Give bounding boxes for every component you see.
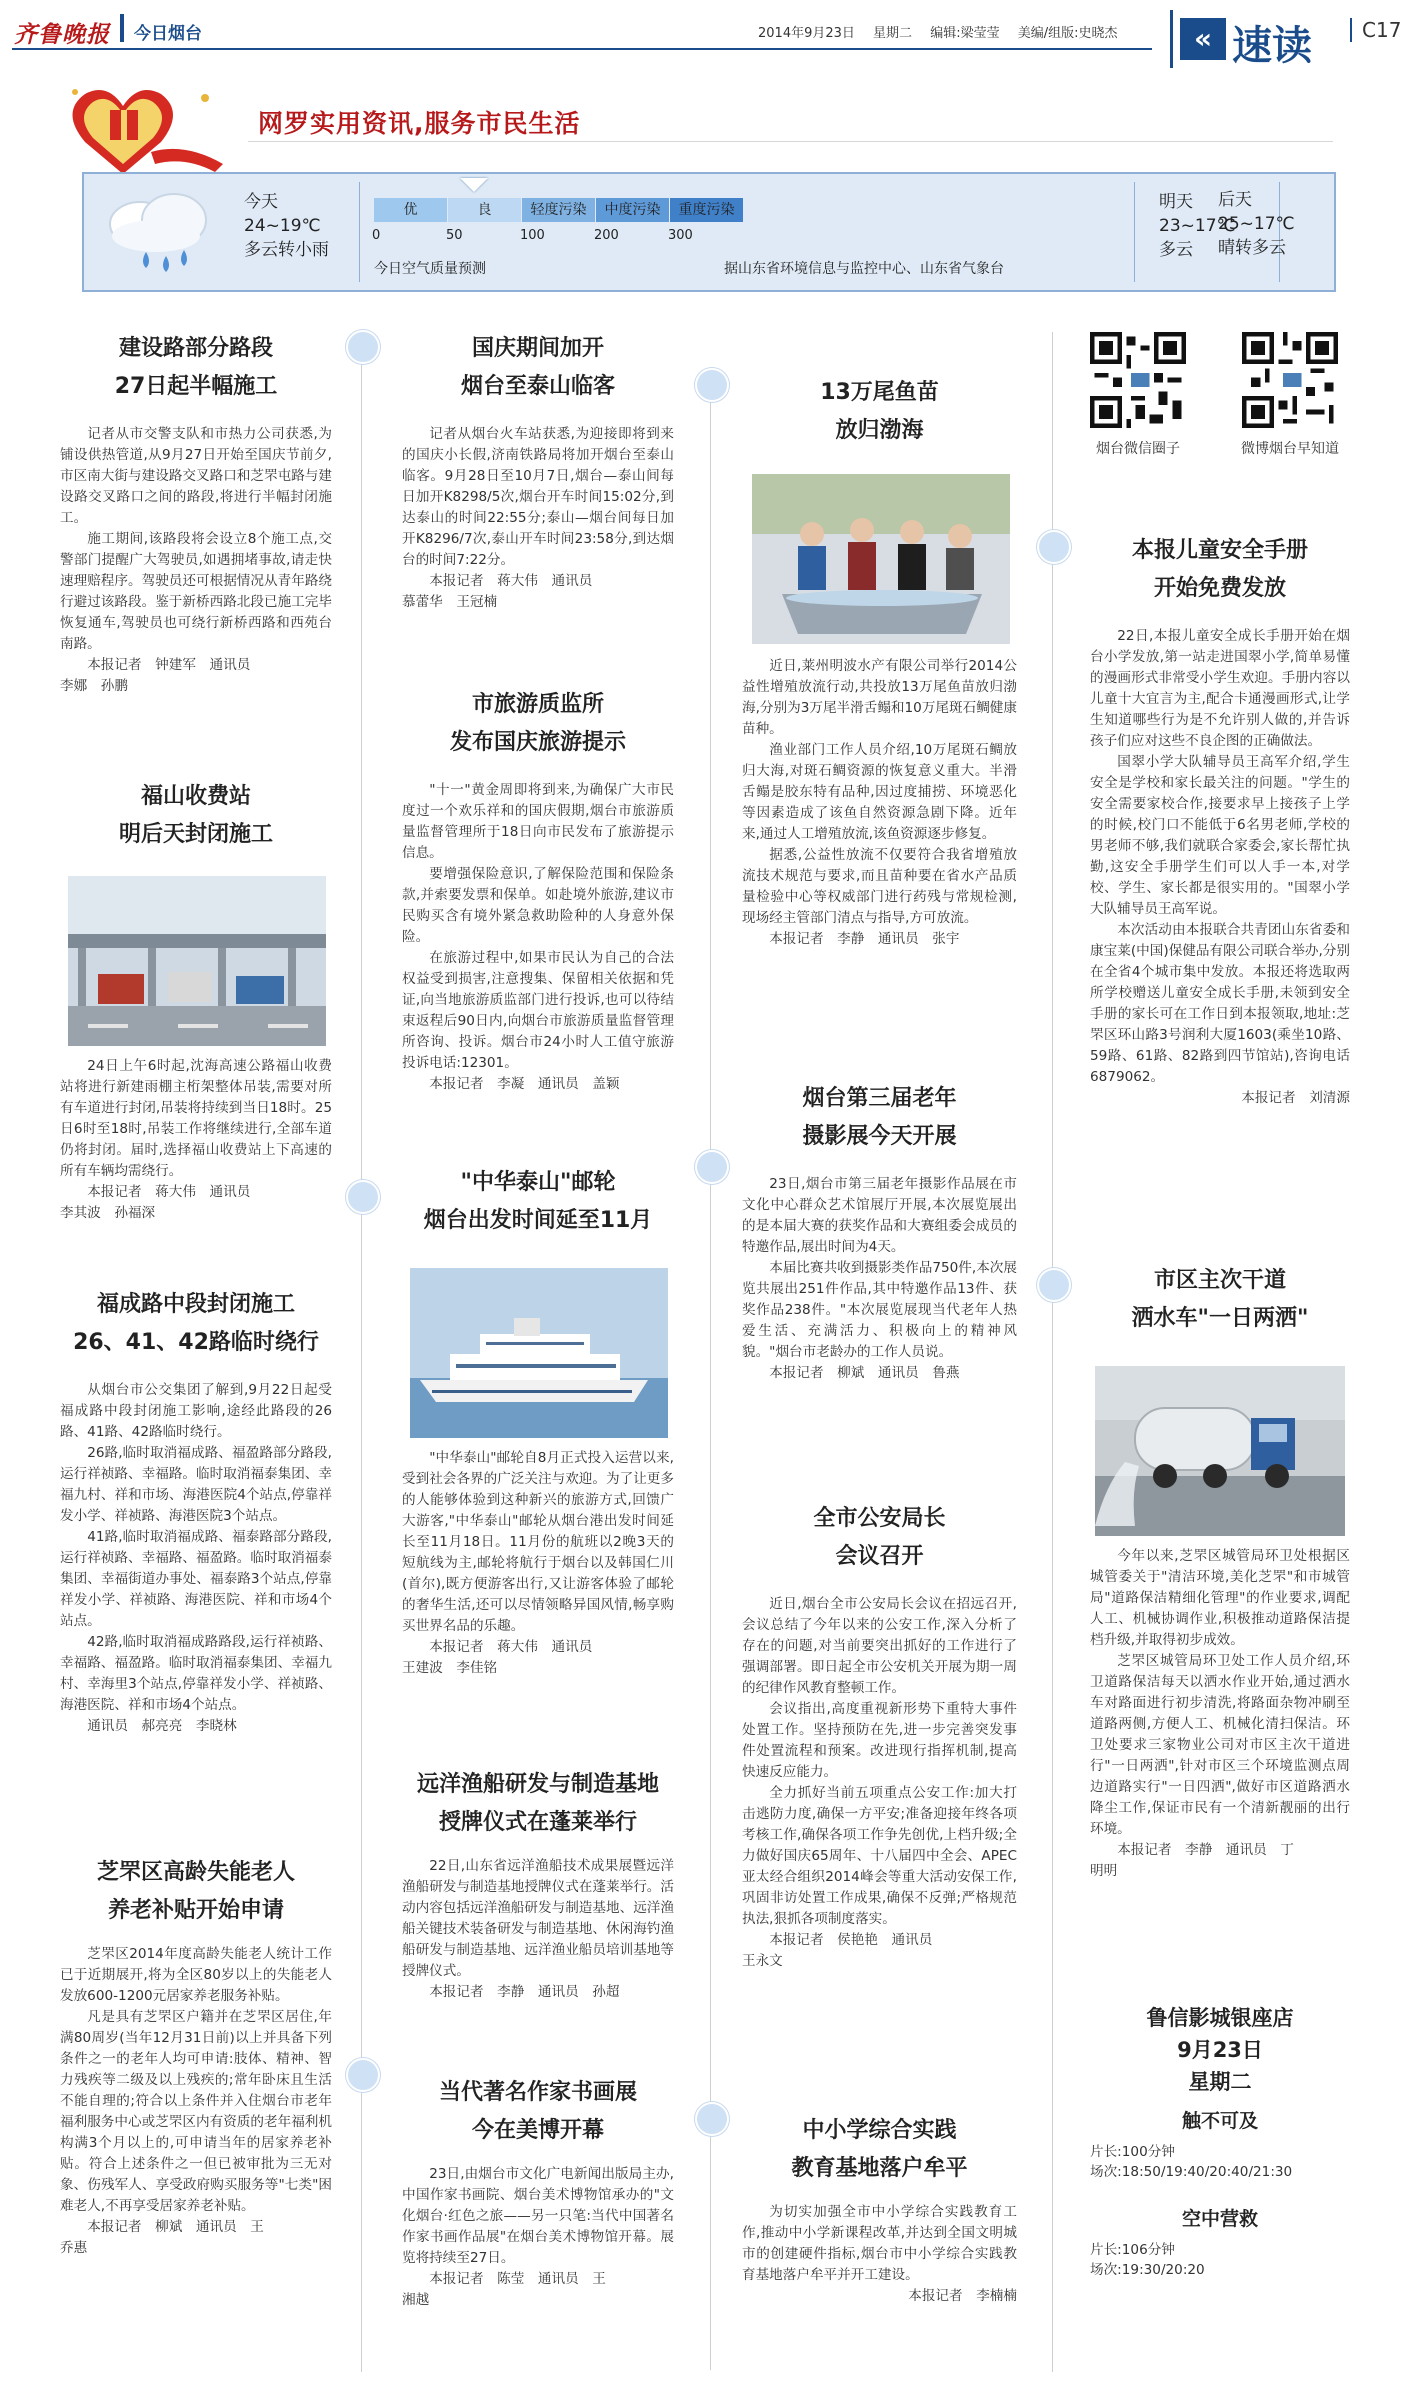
headline: 全市公安局长 — [813, 1506, 946, 1531]
aqi-level-segment: 重度污染 — [670, 198, 743, 222]
aqi-forecast — [374, 174, 1124, 290]
article-holiday-train — [402, 330, 674, 613]
tomorrow-label: 明天 — [1159, 192, 1193, 212]
article-paragraph: 会议指出,高度重视新形势下重特大事件处置工作。坚持预防在先,进一步完善突发事件处置流程和预案。改进现行指挥机制,提高快速反应能力。 — [742, 1701, 1017, 1780]
cinema-date: 9月23日 — [1177, 2038, 1263, 2062]
byline: 慕蕾华 王冠楠 — [402, 594, 498, 610]
header-rule — [12, 48, 1152, 50]
article-paragraph: 26路,临时取消福成路、福盈路部分路段,运行祥祯路、幸福路。临时取消福泰集团、幸福九村、祥和市场、海港医院4个站点,停靠祥发小学、祥祯路、海港医院3个站点。 — [60, 1445, 332, 1524]
headline: 放归渤海 — [835, 418, 924, 443]
byline: 乔惠 — [60, 2240, 88, 2256]
article-photo-exhibition — [742, 1080, 1017, 1384]
article-paragraph: 芝罘区城管局环卫处工作人员介绍,环卫道路保洁每天以洒水作业开始,通过洒水车对路面进行初步清洗,将路面杂物冲刷至道路两侧,方便人工、机械化清扫保洁。环卫处要求三家物业公司对市区主次干道进行"一日两洒",针对市区三个环境监测点周边道路实行"一日四洒",做好市区道路洒水降尘工作,保证市民有一个清新靓丽的出行环境。 — [1090, 1653, 1350, 1837]
article-writer-exhibition — [402, 2074, 674, 2311]
article-paragraph: 42路,临时取消福成路路段,运行祥祯路、幸福路、福盈路。临时取消福泰集团、幸福九村、幸海里3个站点,停靠祥发小学、祥祯路、海港医院、祥和市场4个站点。 — [60, 1634, 332, 1713]
cinema-name: 鲁信影城银座店 — [1146, 2006, 1294, 2030]
headline: 当代著名作家书画展 — [438, 2080, 637, 2105]
headline: 福山收费站 — [140, 784, 251, 809]
article-paragraph: 本次活动由本报联合共青团山东省委和康宝莱(中国)保健品有限公司联合举办,分别在全省4个城市集中发放。本报还将选取两所学校赠送儿童安全成长手册,未领到安全手册的家长可在工作日到本报领取,地址:芝罘区环山路3号润利大厦1603(乘坐10路、59路、61路、82路到四节馆站),咨询电话6879062。 — [1090, 922, 1350, 1085]
article-fushan-toll-body — [60, 1056, 332, 1224]
column-dot — [1037, 1268, 1071, 1302]
article-road-construction — [60, 330, 332, 697]
article-paragraph: 41路,临时取消福成路、福泰路部分路段,运行祥祯路、幸福路、福盈路。临时取消福泰集团、幸福街道办事处、福泰路3个站点,停靠祥发小学、祥祯路、海港医院、祥和市场4个站点。 — [60, 1529, 332, 1629]
headline: 27日起半幅施工 — [114, 374, 278, 399]
headline: 明后天封闭施工 — [118, 822, 273, 847]
headline: 13万尾鱼苗 — [820, 380, 939, 405]
after-temp: 25~17℃ — [1218, 214, 1295, 234]
byline: 本报记者 柳斌 通讯员 王 — [87, 2219, 264, 2235]
article-paragraph: 在旅游过程中,如果市民认为自己的合法权益受到损害,注意搜集、保留相关依据和凭证,向当地旅游质监部门进行投诉,也可以待结束返程后90日内,向烟台市旅游质量监督管理所咨询、投诉。烟台市24小时人工值守旅游投诉电话:12301。 — [402, 950, 674, 1071]
article-paragraph: 国翠小学大队辅导员王高军介绍,学生安全是学校和家长最关注的问题。"学生的安全需要家校合作,接要求早上接孩子上学的时候,校门口不能低于6名男老师,学校的男老师不够,我们就联合家委会,家长帮忙执勤,这安全手册学生们可以人手一本,对学校、学生、家长都是很实用的。"国翠小学大队辅导员王高军说。 — [1090, 754, 1350, 917]
headline: 建设路部分路段 — [118, 336, 273, 361]
byline: 本报记者 钟建军 通讯员 — [87, 657, 251, 673]
weather-after — [1218, 188, 1328, 260]
column-dot — [695, 368, 729, 402]
headline: 烟台第三届老年 — [802, 1086, 957, 1111]
byline: 王建波 李佳铭 — [402, 1660, 498, 1676]
section-slogan: 网罗实用资讯,服务市民生活 — [258, 109, 581, 138]
headline: 摄影展今天开展 — [802, 1124, 957, 1149]
movie-showtimes: 场次:18:50/19:40/20:40/21:30 — [1090, 2164, 1293, 2180]
byline: 本报记者 李楠楠 — [908, 2288, 1017, 2304]
qr-caption: 微博烟台早知道 — [1241, 441, 1339, 457]
article-paragraph: "十一"黄金周即将到来,为确保广大市民度过一个欢乐祥和的国庆假期,烟台市旅游质量监督管理所于18日向市民发布了旅游提示信息。 — [402, 782, 674, 861]
headline: 本报儿童安全手册 — [1131, 538, 1308, 563]
headline: 中小学综合实践 — [802, 2118, 957, 2143]
headline: 芝罘区高龄失能老人 — [96, 1860, 295, 1885]
article-paragraph: 凡是具有芝罘区户籍并在芝罘区居住,年满80周岁(当年12月31日前)以上并具备下列条件之一的老年人均可申请:肢体、精神、智力残疾等二级及以上残疾的;常年卧床且生活不能自理的;符合以上条件并入住烟台市老年福利服务中心或芝罘区内有资质的老年福利机构满3个月以上的,可申请当年的居家养老补贴。符合上述条件之一但已被审批为三无对象、伤残军人、享受政府购买服务等"七类"困难老人,不再享受居家养老补贴。 — [60, 2009, 332, 2214]
article-fish-release — [742, 374, 1017, 450]
aqi-level-segment: 轻度污染 — [522, 198, 595, 222]
qr-code-icon — [1242, 332, 1338, 428]
headline: 会议召开 — [835, 1544, 924, 1569]
aqi-level-segment: 优 — [374, 198, 447, 222]
article-paragraph: 24日上午6时起,沈海高速公路福山收费站将进行新建雨棚主桁架整体吊装,需要对所有车道进行封闭,吊装将持续到当日18时。25日6时至18时,吊装工作将继续进行,全部车道仍将封闭。届时,选择福山收费站上下高速的所有车辆均需绕行。 — [60, 1058, 332, 1179]
today-label: 今天 — [244, 192, 278, 212]
article-paragraph: 全力抓好当前五项重点公安工作:加大打击逃防力度,确保一方平安;准备迎接年终各项考核工作,确保各项工作争先创优,上档升级;全力做好国庆65周年、十八届四中全会、APEC亚太经合组织2014峰会等重大活动安保工作,巩固非访处置工作成果,确保不反弹;严格规范执法,狠抓各项制度落实。 — [742, 1785, 1017, 1927]
cinema-schedule — [1090, 2002, 1350, 2280]
column-rule — [710, 370, 711, 2370]
article-paragraph: 记者从市交警支队和市热力公司获悉,为铺设供热管道,从9月27日开始至国庆节前夕,市区南大街与建设路交叉路口和芝罘屯路与建设路交叉路口之间的路段,将进行半幅封闭施工。 — [60, 426, 332, 526]
aqi-caption: 今日空气质量预测 — [374, 261, 486, 277]
article-safety-handbook — [1090, 532, 1350, 1109]
article-cruise-body — [402, 1448, 674, 1679]
article-paragraph: 今年以来,芝罘区城管局环卫处根据区城管委关于"清洁环境,美化芝罘"和市城管局"道路保洁精细化管理"的作业要求,调配人工、机械协调作业,积极推动道路保洁提档升级,并取得初步成效。 — [1090, 1548, 1350, 1648]
article-paragraph: "中华泰山"邮轮自8月正式投入运营以来,受到社会各界的广泛关注与欢迎。为了让更多的人能够体验到这种新兴的旅游方式,回馈广大游客,"中华泰山"邮轮从烟台港出发时间延长至11月18日。11月份的航班以2晚3天的短航线为主,邮轮将航行于烟台以及韩国仁川(首尔),既方便游客出行,又让游客体验了邮轮的奢华生活,还可以尽情领略异国风情,畅享购买世界名品的乐趣。 — [402, 1450, 674, 1634]
aqi-level-segment: 良 — [448, 198, 521, 222]
byline: 通讯员 郝亮亮 李晓林 — [87, 1718, 237, 1734]
byline: 本报记者 刘清源 — [1241, 1090, 1350, 1106]
article-paragraph: 为切实加强全市中小学综合实践教育工作,推动中小学新课程改革,并达到全国文明城市的创建硬件指标,烟台市中小学综合实践教育基地落户牟平并开工建设。 — [742, 2204, 1017, 2283]
headline: 今在美博开幕 — [471, 2118, 604, 2143]
byline: 本报记者 李静 通讯员 丁 — [1117, 1842, 1294, 1858]
aqi-scale-tick: 50 — [446, 228, 463, 243]
headline: 发布国庆旅游提示 — [449, 730, 626, 755]
article-police-meeting — [742, 1500, 1017, 1972]
article-paragraph: 本届比赛共收到摄影类作品750件,本次展览共展出251件作品,其中特邀作品13件、获奖作品238件。"本次展览展现当代老年人热爱生活、充满活力、积极向上的精神风貌。"烟台市老龄办的工作人员说。 — [742, 1260, 1017, 1360]
article-water-truck — [1090, 1262, 1350, 1338]
article-paragraph: 要增强保险意识,了解保险范围和保险条款,并索要发票和保单。如赴境外旅游,建议市民购买含有境外紧急救助险种的人身意外保险。 — [402, 866, 674, 945]
fish-release-photo — [752, 474, 1010, 644]
byline: 本报记者 李静 通讯员 孙超 — [429, 1984, 620, 2000]
today-desc: 多云转小雨 — [244, 240, 329, 260]
headline: 烟台出发时间延至11月 — [423, 1208, 653, 1233]
byline: 明明 — [1090, 1863, 1118, 1879]
article-paragraph: 23日,烟台市第三届老年摄影作品展在市文化中心群众艺术馆展厅开展,本次展览展出的是本届大赛的获奖作品和大赛组委会成员的特邀作品,展出时间为4天。 — [742, 1176, 1017, 1255]
article-paragraph: 22日,本报儿童安全成长手册开始在烟台小学发放,第一站走进国翠小学,简单易懂的漫画形式非常受小学生欢迎。手册内容以儿童十大宜言为主,配合卡通漫画形式,让学生知道哪些行为是不允许别人做的,并告诉孩子们应对这些不良企图的正确做法。 — [1090, 628, 1350, 749]
slogan-rule — [248, 141, 1333, 142]
quick-read-title: 速读 — [1232, 23, 1312, 69]
article-paragraph: 芝罘区2014年度高龄失能老人统计工作已于近期展开,将为全区80岁以上的失能老人发放600-1200元居家养老服务补贴。 — [60, 1946, 332, 2004]
page-number: C17 — [1350, 18, 1401, 42]
column-dot — [695, 2102, 729, 2136]
aqi-scale-tick: 300 — [668, 228, 693, 243]
movie-title: 空中营救 — [1181, 2208, 1258, 2230]
aqi-source: 据山东省环境信息与监控中心、山东省气象台 — [724, 261, 1004, 277]
qr-caption: 烟台微信圈子 — [1096, 441, 1180, 457]
article-water-truck-body — [1090, 1546, 1350, 1882]
byline: 本报记者 柳斌 通讯员 鲁燕 — [769, 1365, 960, 1381]
weather-panel — [82, 172, 1336, 292]
article-paragraph: 22日,山东省远洋渔船技术成果展暨远洋渔船研发与制造基地授牌仪式在蓬莱举行。活动内容包括远洋渔船研发与制造基地、远洋渔船关键技术装备研发与制造基地、休闲海钓渔船研发与制造基地、远洋渔业船员培训基地等授牌仪式。 — [402, 1858, 674, 1979]
section-name: 今日烟台 — [134, 24, 202, 44]
headline: 远洋渔船研发与制造基地 — [416, 1772, 659, 1797]
aqi-scale-tick: 0 — [372, 228, 381, 243]
article-paragraph: 从烟台市公交集团了解到,9月22日起受福成路中段封闭施工影响,途经此路段的26路、41路、42路临时绕行。 — [60, 1382, 332, 1440]
byline: 李娜 孙鹏 — [60, 678, 128, 694]
headline: 洒水车"一日两洒" — [1131, 1306, 1309, 1331]
cruise-ship-photo — [410, 1268, 668, 1438]
article-cruise — [402, 1164, 674, 1240]
article-travel-tips — [402, 686, 674, 1095]
article-paragraph: 近日,莱州明波水产有限公司举行2014公益性增殖放流行动,共投放13万尾鱼苗放归渤海,分别为3万尾半滑舌鳎和10万尾斑石鲷健康苗种。 — [742, 658, 1017, 737]
byline: 本报记者 陈莹 通讯员 王 — [429, 2271, 606, 2287]
article-paragraph: 据悉,公益性放流不仅要符合我省增殖放流技术规范与要求,而且苗种要在省水产品质量检验中心等权威部门进行药残与常规检测,现场经主管部门清点与指导,方可放流。 — [742, 847, 1017, 926]
byline: 本报记者 李静 通讯员 张宇 — [769, 931, 960, 947]
issue-weekday: 星期二 — [873, 26, 913, 41]
byline: 王永文 — [742, 1953, 783, 1969]
water-truck-photo — [1095, 1366, 1345, 1536]
headline: 开始免费发放 — [1153, 576, 1286, 601]
movie-length: 片长:106分钟 — [1090, 2242, 1175, 2258]
column-dot — [346, 1180, 380, 1214]
article-paragraph: 施工期间,该路段将会设立8个施工点,交警部门提醒广大驾驶员,如遇拥堵事故,请走快速理赔程序。驾驶员还可根据情况从青年路绕行避过该路段。鉴于新桥西路北段已施工完毕恢复通车,驾驶员也可绕行新桥西路和西苑台南路。 — [60, 531, 332, 652]
headline: 国庆期间加开 — [471, 336, 604, 361]
headline: 市区主次干道 — [1153, 1268, 1286, 1293]
headline: 教育基地落户牟平 — [791, 2156, 968, 2181]
byline: 本报记者 李凝 通讯员 盖颖 — [429, 1076, 620, 1092]
article-fish-release-body — [742, 656, 1017, 950]
aqi-scale-tick: 100 — [520, 228, 545, 243]
movie-length: 片长:100分钟 — [1090, 2144, 1175, 2160]
article-paragraph: 记者从烟台火车站获悉,为迎接即将到来的国庆小长假,济南铁路局将加开烟台至泰山临客。9月28日至10月7日,烟台—泰山间每日加开K8298/5次,烟台开车时间15:02分,到达泰山的时间22:55分;泰山—烟台间每日加开K8296/7次,泰山开车时间23:58分,到达烟台的时间7:22分。 — [402, 426, 674, 568]
headline: 授牌仪式在蓬莱举行 — [438, 1810, 637, 1835]
column-dot — [695, 1150, 729, 1184]
article-elderly-subsidy — [60, 1854, 332, 2259]
headline: 福成路中段封闭施工 — [96, 1292, 295, 1317]
byline: 本报记者 蒋大伟 通讯员 — [429, 573, 593, 589]
issue-meta — [758, 22, 1132, 41]
today-temp: 24~19℃ — [244, 216, 321, 236]
byline: 李其波 孙福深 — [60, 1205, 156, 1221]
section-tag-bar — [120, 14, 124, 42]
tomorrow-temp: 23~17℃ — [1159, 216, 1236, 236]
double-chevron-icon: « — [1180, 18, 1226, 60]
weather-divider — [1134, 182, 1135, 282]
cloud-rain-icon — [96, 186, 226, 281]
byline: 本报记者 侯艳艳 通讯员 — [769, 1932, 933, 1948]
toll-station-photo — [68, 876, 326, 1046]
editor-credit: 编辑:梁莹莹 — [930, 26, 1000, 41]
after-label: 后天 — [1218, 190, 1252, 210]
article-fushan-toll — [60, 778, 332, 854]
article-practice-base — [742, 2112, 1017, 2307]
aqi-level-segment: 中度污染 — [596, 198, 669, 222]
issue-date: 2014年9月23日 — [758, 26, 855, 41]
designer-credit: 美编/组版:史晓杰 — [1017, 26, 1118, 41]
aqi-pointer-icon — [460, 178, 488, 192]
headline: 养老补贴开始申请 — [107, 1898, 284, 1923]
tomorrow-desc: 多云 — [1159, 240, 1193, 260]
article-fishing-base — [402, 1766, 674, 2003]
after-desc: 晴转多云 — [1218, 238, 1286, 258]
article-bus-detour — [60, 1286, 332, 1737]
column-dot — [346, 330, 380, 364]
column-dot — [346, 2058, 380, 2092]
movie-title: 触不可及 — [1181, 2110, 1258, 2132]
byline: 本报记者 蒋大伟 通讯员 — [87, 1184, 251, 1200]
article-paragraph: 23日,由烟台市文化广电新闻出版局主办,中国作家书画院、烟台美术博物馆承办的"文化烟台·红色之旅——另一只笔:当代中国著名作家书画作品展"在烟台美术博物馆开幕。展览将持续至27日。 — [402, 2166, 674, 2266]
byline: 本报记者 蒋大伟 通讯员 — [429, 1639, 593, 1655]
column-dot — [1037, 530, 1071, 564]
headline: 市旅游质监所 — [471, 692, 604, 717]
headline: "中华泰山"邮轮 — [460, 1170, 616, 1195]
headline: 26、41、42路临时绕行 — [73, 1330, 319, 1355]
article-paragraph: 渔业部门工作人员介绍,10万尾斑石鲷放归大海,对斑石鲷资源的恢复意义重大。半滑舌鳎是胶东特有品种,因过度捕捞、环境恶化等因素造成了该鱼自然资源急剧下降。近年来,通过人工增殖放流,该鱼资源逐步修复。 — [742, 742, 1017, 842]
newspaper-logo: 齐鲁晚报 — [14, 21, 110, 48]
weather-divider — [359, 182, 360, 282]
byline: 湘越 — [402, 2292, 430, 2308]
qr-code-icon — [1090, 332, 1186, 428]
headline: 烟台至泰山临客 — [460, 374, 615, 399]
aqi-scale-tick: 200 — [594, 228, 619, 243]
article-paragraph: 近日,烟台全市公安局长会议在招远召开,会议总结了今年以来的公安工作,深入分析了存在的问题,对当前要突出抓好的工作进行了强调部署。即日起全市公安机关开展为期一周的纪律作风教育整顿工作。 — [742, 1596, 1017, 1696]
heart-gift-icon — [55, 72, 230, 182]
column-rule — [1052, 332, 1053, 2372]
cinema-weekday: 星期二 — [1188, 2070, 1252, 2094]
movie-showtimes: 场次:19:30/20:20 — [1090, 2262, 1205, 2278]
